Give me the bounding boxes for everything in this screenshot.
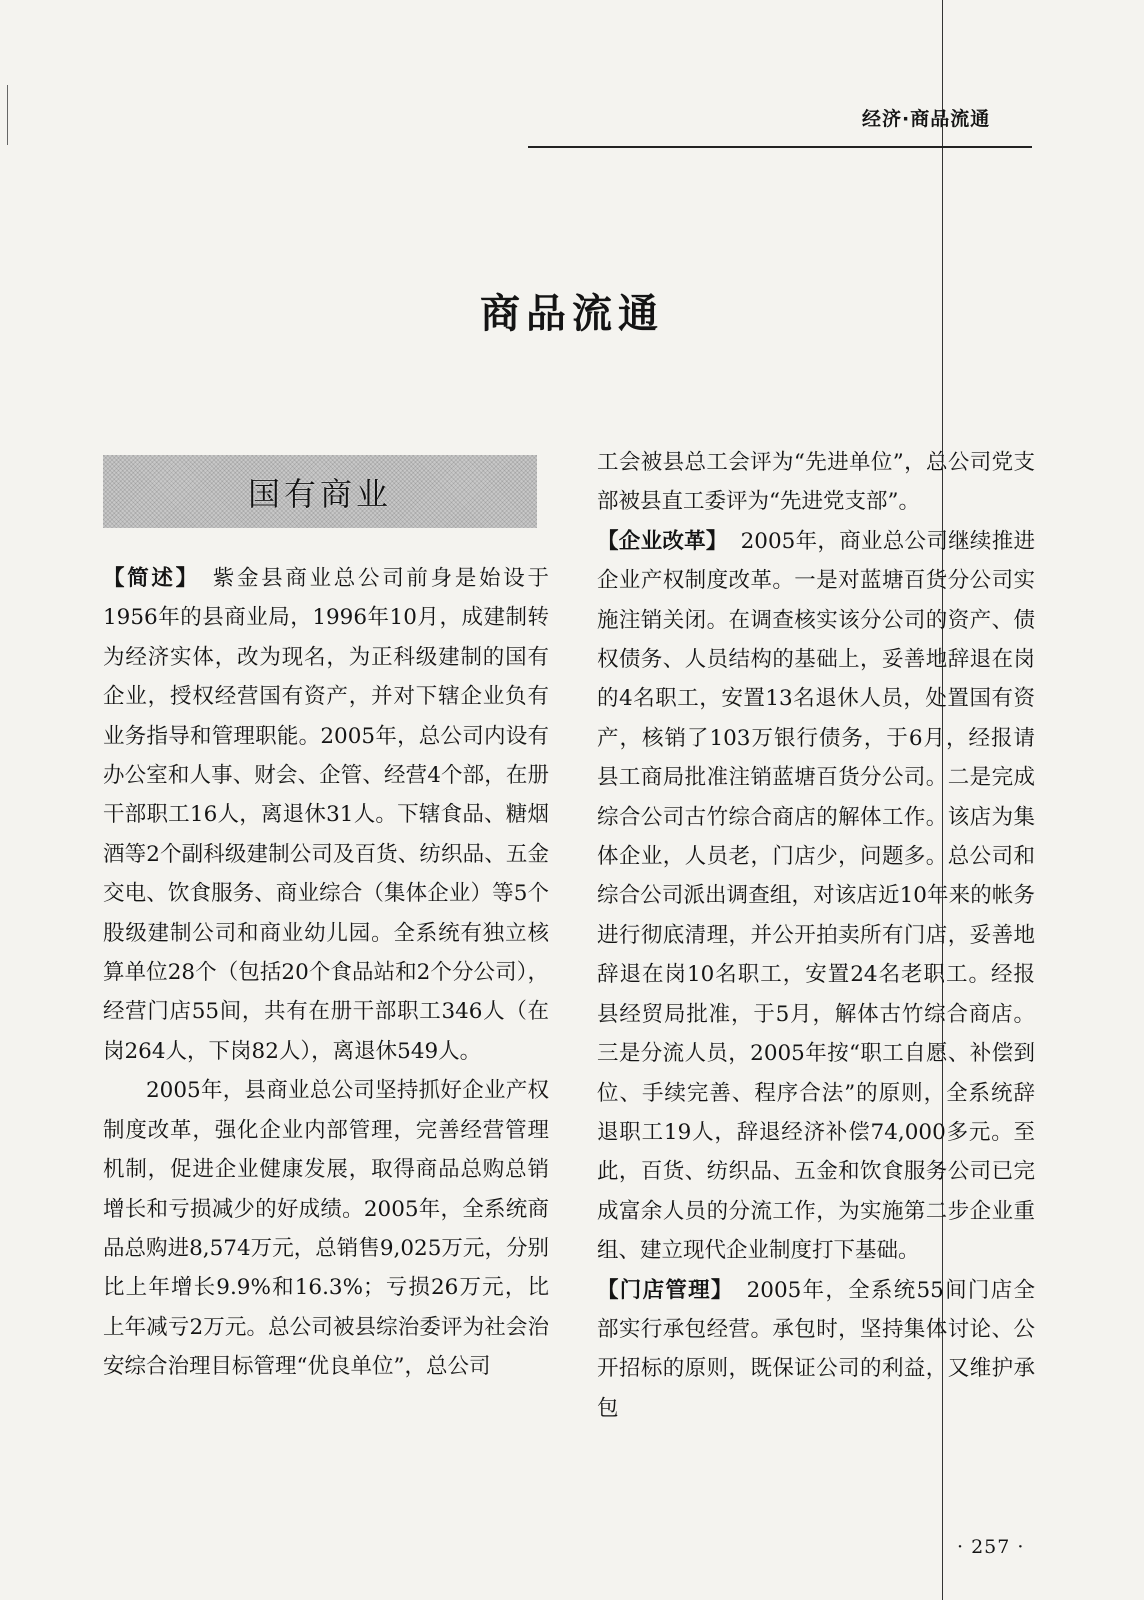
overview-paragraph — [103, 559, 549, 1071]
page-title: 商品流通 — [480, 290, 664, 337]
overview-text: 紫金县商业总公司前身是始设于1956年的县商业局，1996年10月，成建制转为经济实体，改为现名，为正科级建制的国有企业，授权经营国有资产，并对下辖企业负有业务指导和管理职能。2005年，总公司内设有办公室和人事、财会、企管、经营4个部，在册干部职工16人，离退休31人。下辖食品、糖烟酒等2个副科级建制公司及百货、纺织品、五金交电、饮食服务、商业综合（集体企业）等5个股级建制公司和商业幼儿园。全系统有独立核算单位28个（包括20个食品站和2个分公司），经营门店55间，共有在册干部职工346人（在岗264人，下岗82人），离退休549人。 — [103, 566, 549, 1064]
scan-edge-mark — [7, 85, 8, 145]
reform-label: 【企业改革】 — [597, 528, 728, 554]
section-heading-box — [103, 455, 537, 528]
store-management-label: 【门店管理】 — [597, 1277, 734, 1303]
reform-paragraph — [597, 522, 1035, 1271]
page-number: · 257 · — [957, 1536, 1025, 1558]
section-heading: 国有商业 — [247, 474, 392, 513]
running-header: 经济·商品流通 — [862, 108, 991, 130]
right-column — [597, 443, 1035, 1428]
header-rule — [528, 146, 1032, 148]
left-column — [103, 559, 549, 1387]
continued-paragraph: 工会被县总工会评为“先进单位”，总公司党支部被县直工委评为“先进党支部”。 — [597, 450, 1035, 515]
store-management-paragraph — [597, 1271, 1035, 1429]
summary-paragraph: 2005年，县商业总公司坚持抓好企业产权制度改革，强化企业内部管理，完善经营管理机制，促进企业健康发展，取得商品总购总销增长和亏损减少的好成绩。2005年，全系统商品总购进8,574万元，总销售9,025万元，分别比上年增长9.9%和16.3%；亏损26万元，比上年减亏2万元。总公司被县综治委评为社会治安综合治理目标管理“优良单位”，总公司 — [103, 1078, 549, 1380]
reform-text: 2005年，商业总公司继续推进企业产权制度改革。一是对蓝塘百货分公司实施注销关闭。在调查核实该分公司的资产、债权债务、人员结构的基础上，妥善地辞退在岗的4名职工，安置13名退休人员，处置国有资产，核销了103万银行债务，于6月，经报请县工商局批准注销蓝塘百货分公司。二是完成综合公司古竹综合商店的解体工作。该店为集体企业，人员老，门店少，问题多。总公司和综合公司派出调查组，对该店近10年来的帐务进行彻底清理，并公开拍卖所有门店，妥善地辞退在岗10名职工，安置24名老职工。经报县经贸局批准，于5月，解体古竹综合商店。三是分流人员，2005年按“职工自愿、补偿到位、手续完善、程序合法”的原则，全系统辞退职工19人，辞退经济补偿74,000多元。至此，百货、纺织品、五金和饮食服务公司已完成富余人员的分流工作，为实施第二步企业重组、建立现代企业制度打下基础。 — [597, 528, 1035, 1264]
overview-label: 【简述】 — [103, 566, 200, 591]
store-management-text: 2005年，全系统55间门店全部实行承包经营。承包时，坚持集体讨论、公开招标的原则，既保证公司的利益，又维护承包 — [597, 1277, 1035, 1421]
